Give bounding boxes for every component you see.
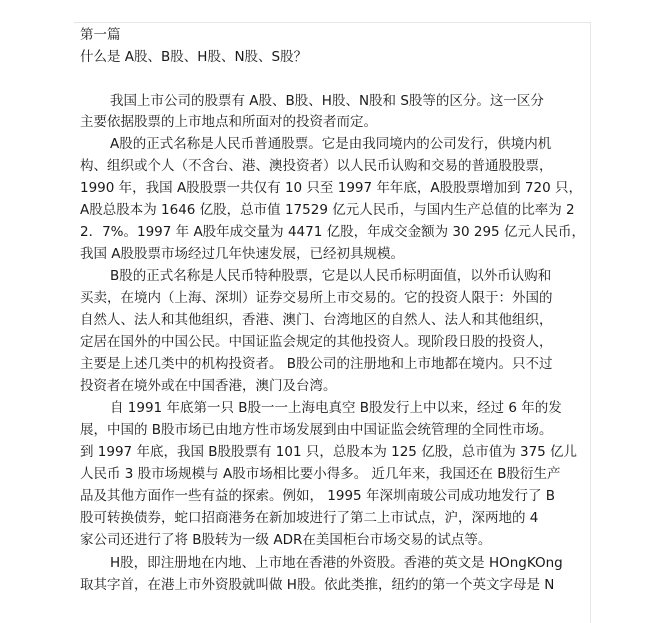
paragraph-line: 取其字首，在港上市外资股就叫做 H股。依此类推，纽约的第一个英文字母是 N: [80, 577, 555, 593]
paragraph-line: 买卖，在境内（上海、深圳）证券交易所上市交易的。它的投资人限于：外国的: [80, 290, 553, 306]
paragraph-line: 主要是上述几类中的机构投资者。 B股公司的注册地和上市地都在境内。只不过: [80, 356, 553, 372]
paragraph-line: 主要依据股票的上市地点和所面对的投资者而定。: [80, 114, 377, 130]
paragraph-line: 我国上市公司的股票有 A股、B股、H股、N股和 S股等的区分。这一区分: [110, 93, 544, 109]
paragraph-line: 自 1991 年底第一只 B股一一上海电真空 B股发行上中以来，经过 6 年的发: [110, 400, 562, 416]
question-heading: 什么是 A股、B股、H股、N股、S股？: [80, 49, 308, 65]
paragraph-line: 到 1997 年底，我国 B股股票有 101 只，总股本为 125 亿股，总市值为 375 亿儿: [80, 444, 578, 460]
paragraph-line: 展，中国的 B股市场已由地方性市场发展到由中国证监会统管理的全同性市场。: [80, 422, 553, 438]
paragraph-line: 2．7%。1997 年 A股年成交量为 4471 亿股，年成交金额为 30 295 亿元人民币，: [80, 224, 585, 240]
paragraph-line: 我国 A股股票市场经过几年快速发展，已经初具规模。: [80, 246, 405, 262]
paragraph-line: A股总股本为 1646 亿股，总市值 17529 亿元人民币，与国内生产总值的比率为 2: [80, 202, 575, 218]
paragraph-line: B股的正式名称是人民币特种股票，它是以人民币标明面值，以外币认购和: [110, 268, 552, 284]
paragraph-line: 定居在国外的中国公民。中国证监会规定的其他投资人。现阶段日股的投资人，: [80, 334, 553, 350]
paragraph-line: H股，即注册地在内地、上市地在香港的外资股。香港的英文是 HOngKOng: [110, 555, 563, 571]
paragraph-line: A股的正式名称是人民币普通股票。它是由我同境内的公司发行，供境内机: [110, 136, 552, 152]
paragraph-line: 投资者在境外或在中国香港，澳门及台湾。: [80, 378, 337, 394]
paragraph-line: 股可转换债券，蛇口招商港务在新加坡进行了第二上市试点，沪，深两地的 4: [80, 510, 539, 526]
paragraph-line: 家公司还进行了将 B股转为一级 ADR在美国柜台市场交易的试点等。: [80, 532, 492, 548]
chapter-heading: 第一篇: [80, 27, 121, 43]
paragraph-line: 人民币 3 股市场规模与 A股市场相比要小得多。 近几年来，我国还在 B股衍生产: [80, 466, 561, 482]
paragraph-line: 品及其他方面作一些有益的探索。例如， 1995 年深圳南玻公司成功地发行了 B: [80, 488, 555, 504]
paragraph-line: 1990 年，我国 A股股票一共仅有 10 只至 1997 年年底，A股股票增加到 720 只，: [80, 180, 582, 196]
paragraph-line: 自然人、法人和其他组织，香港、澳门、台湾地区的自然人、法人和其他组织，: [80, 312, 553, 328]
paragraph-line: 构、组织或个人（不含台、港、澳投资者）以人民币认购和交易的普通股股票，: [80, 158, 553, 174]
